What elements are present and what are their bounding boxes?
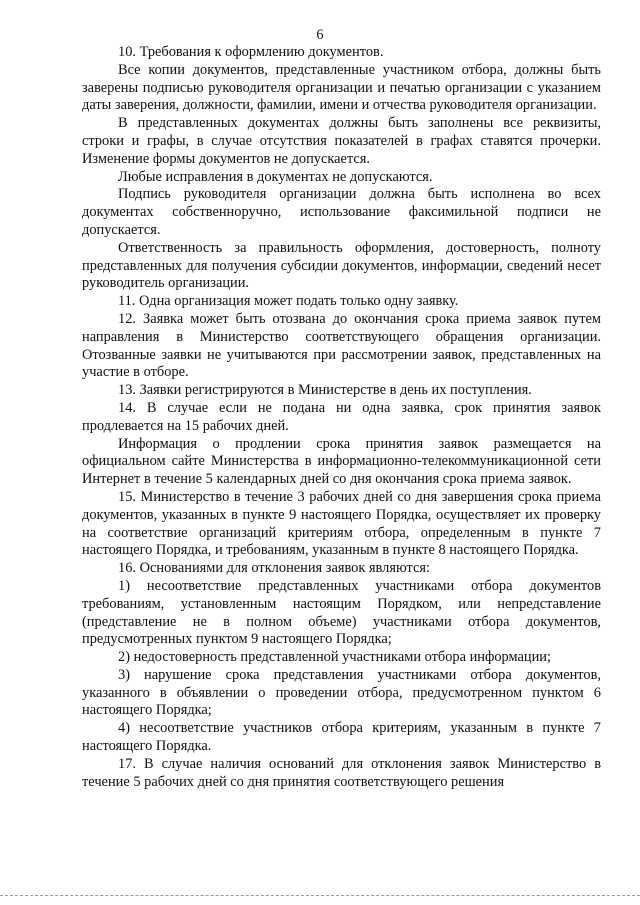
paragraph-16-item-1: 1) несоответствие представленных участниками отбора документов требованиям, установленным настоящим Порядком, или непредставление (представление не в полном объеме) участниками отбора документов, предусмотренных пунктом 9 настоящего Порядка;: [82, 577, 601, 648]
paragraph-16-item-3: 3) нарушение срока представления участниками отбора документов, указанного в объявлении о проведении отбора, предусмотренном пунктом 6 настоящего Порядка;: [82, 666, 601, 719]
page-bottom-rule: [0, 895, 640, 896]
paragraph-signature: Подпись руководителя организации должна быть исполнена во всех документах собственноручно, использование факсимильной подписи не допускается.: [82, 186, 601, 238]
paragraph-required-fields: В представленных документах должны быть заполнены все реквизиты, строки и графы, в случае отсутствия показателей в графах ставятся прочерки. Изменение формы документов не допускается.: [82, 115, 601, 167]
paragraph-16: 16. Основаниями для отклонения заявок являются:: [118, 560, 430, 577]
paragraph-extension-info: Информация о продлении срока принятия заявок размещается на официальном сайте Министерства в информационно-телекоммуникационной сети Интернет в течение 5 календарных дней со дня окончания срока приема заявок.: [82, 435, 601, 488]
paragraph-14: 14. В случае если не подана ни одна заявка, срок принятия заявок продлевается на 15 рабочих дней.: [82, 399, 601, 434]
document-body: [82, 44, 601, 791]
paragraph-12: 12. Заявка может быть отозвана до окончания срока приема заявок путем направления в Министерство соответствующего обращения организации. Отозванные заявки не учитываются при рассмотрении заявок, представленных на участие в отборе.: [82, 310, 601, 381]
paragraph-16-item-4: 4) несоответствие участников отбора критериям, указанным в пункте 7 настоящего Порядка.: [82, 720, 601, 755]
paragraph-16-item-2: 2) недостоверность представленной участниками отбора информации;: [118, 649, 552, 666]
page-number: 6: [316, 27, 324, 43]
paragraph-10-heading: 10. Требования к оформлению документов.: [118, 44, 384, 60]
paragraph-13: 13. Заявки регистрируются в Министерстве в день их поступления.: [118, 382, 532, 399]
paragraph-11: 11. Одна организация может подать только одну заявку.: [118, 293, 459, 310]
paragraph-responsibility: Ответственность за правильность оформления, достоверность, полноту представленных для получения субсидии документов, информации, сведений несет руководитель организации.: [82, 239, 601, 292]
paragraph-15: 15. Министерство в течение 3 рабочих дней со дня завершения срока приема документов, указанных в пункте 9 настоящего Порядка, осуществляет их проверку на соответствие организаций критериям отбора, определенным в пункте 7 настоящего Порядка, и требованиям, указанным в пункте 8 настоящего Порядка.: [82, 488, 601, 559]
paragraph-no-corrections: Любые исправления в документах не допускаются.: [118, 168, 433, 185]
paragraph-17: 17. В случае наличия оснований для отклонения заявок Министерство в течение 5 рабочих дней со дня принятия соответствующего решения: [82, 755, 601, 790]
paragraph-copies-certification: Все копии документов, представленные участником отбора, должны быть заверены подписью руководителя организации и печатью организации с указанием даты заверения, должности, фамилии, имени и отчества руководителя организации.: [82, 61, 601, 114]
